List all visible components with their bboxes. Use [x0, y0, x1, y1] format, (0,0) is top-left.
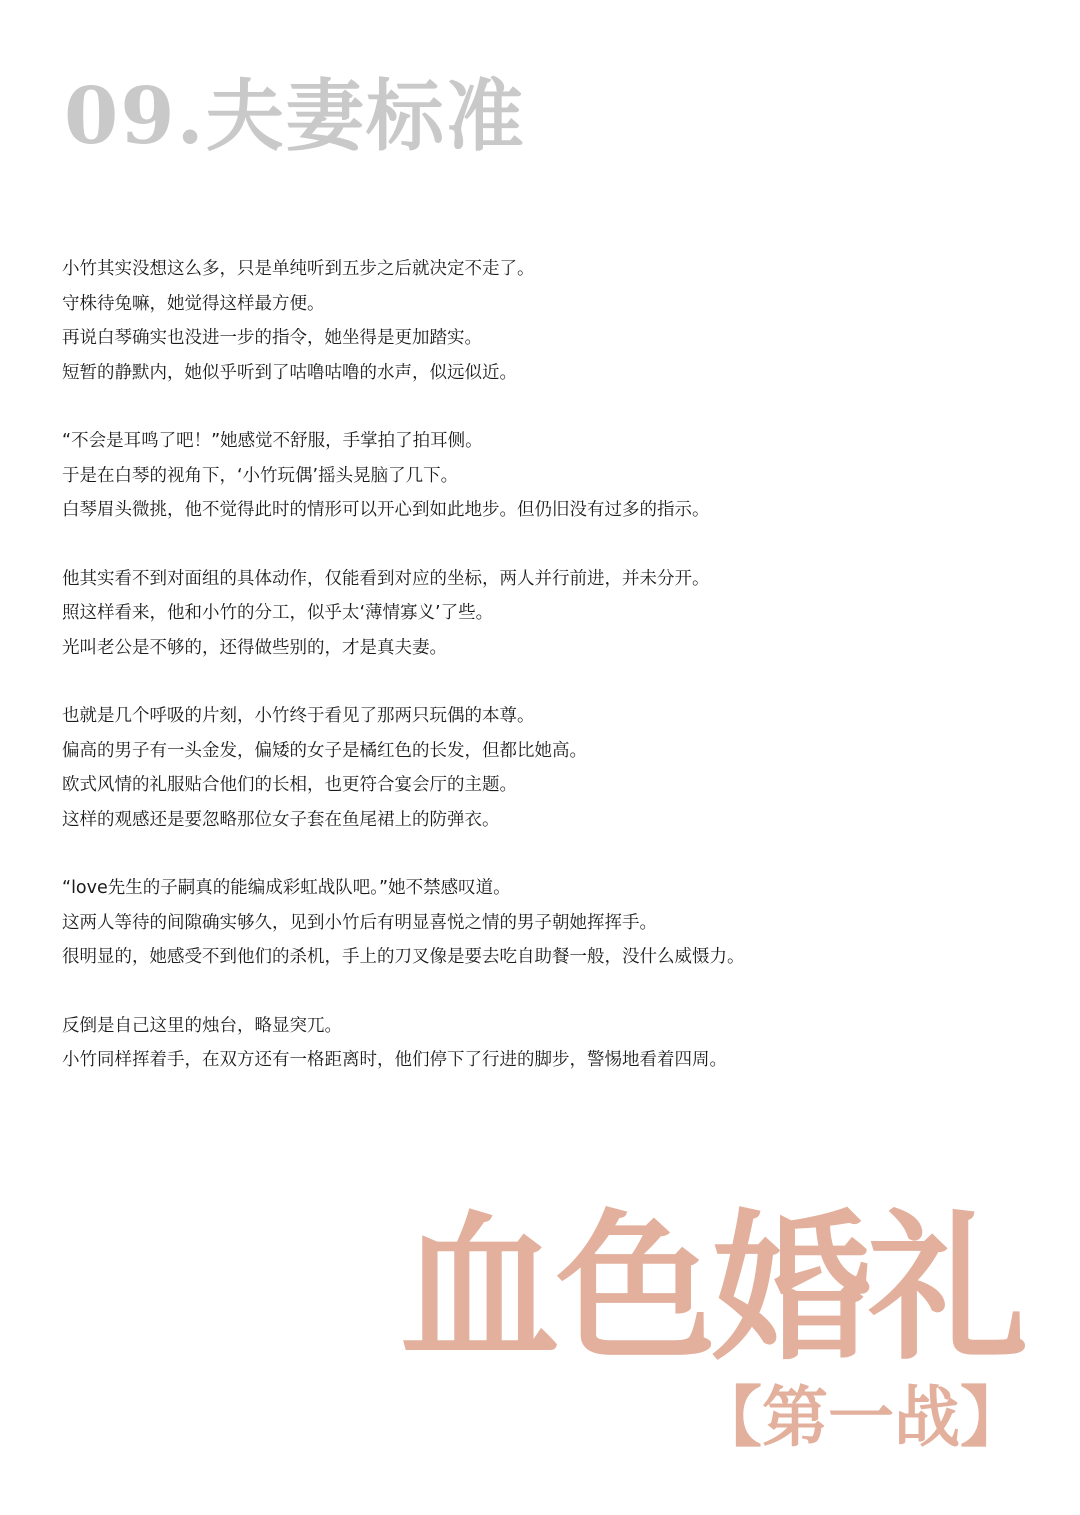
paragraph [62, 424, 1022, 528]
text-line: 白琴眉头微挑，他不觉得此时的情形可以开心到如此地步。但仍旧没有过多的指示。 [62, 500, 710, 520]
text-line: 很明显的，她感受不到他们的杀机，手上的刀叉像是要去吃自助餐一般，没什么威慑力。 [62, 947, 745, 967]
body-text [62, 252, 1022, 1112]
text-line: 这样的观感还是要忽略那位女子套在鱼尾裙上的防弹衣。 [62, 809, 500, 830]
text-line: 这两人等待的间隙确实够久，见到小竹后有明显喜悦之情的男子朝她挥挥手。 [62, 912, 657, 933]
paragraph [62, 1009, 1022, 1078]
text-line: 反倒是自己这里的烛台，略显突兀。 [62, 1015, 342, 1036]
book-title: 血色婚礼 [399, 1194, 1024, 1382]
text-line: 光叫老公是不够的，还得做些别的，才是真夫妻。 [62, 637, 447, 658]
text-line: 短暂的静默内，她似乎听到了咕噜咕噜的水声，似远似近。 [62, 362, 517, 383]
text-line: 小竹其实没想这么多，只是单纯听到五步之后就决定不走了。 [62, 259, 535, 279]
paragraph [62, 252, 1022, 390]
book-subtitle: 【第一战】 [696, 1378, 1026, 1456]
text-line: 照这样看来，他和小竹的分工，似乎太‘薄情寡义’了些。 [62, 603, 494, 623]
text-line: 守株待兔嘛，她觉得这样最方便。 [62, 293, 325, 314]
text-line: 于是在白琴的视角下，‘小竹玩偶’摇头晃脑了几下。 [62, 465, 459, 486]
text-line: 再说白琴确实也没进一步的指令，她坐得是更加踏实。 [62, 328, 482, 348]
paragraph [62, 562, 1022, 666]
text-line: “love先生的子嗣真的能编成彩虹战队吧。”她不禁感叹道。 [62, 878, 511, 898]
paragraph [62, 699, 1022, 837]
text-line: “不会是耳鸣了吧！”她感觉不舒服，手掌拍了拍耳侧。 [62, 431, 483, 451]
text-line: 也就是几个呼吸的片刻，小竹终于看见了那两只玩偶的本尊。 [62, 706, 535, 726]
text-line: 小竹同样挥着手，在双方还有一格距离时，他们停下了行进的脚步，警惕地看着四周。 [62, 1050, 727, 1070]
text-line: 他其实看不到对面组的具体动作，仅能看到对应的坐标，两人并行前进，并未分开。 [62, 568, 710, 589]
text-line: 欧式风情的礼服贴合他们的长相，也更符合宴会厅的主题。 [62, 775, 517, 795]
chapter-title: 09.夫妻标准 [64, 71, 526, 162]
text-line: 偏高的男子有一头金发，偏矮的女子是橘红色的长发，但都比她高。 [62, 740, 587, 761]
paragraph [62, 871, 1022, 975]
